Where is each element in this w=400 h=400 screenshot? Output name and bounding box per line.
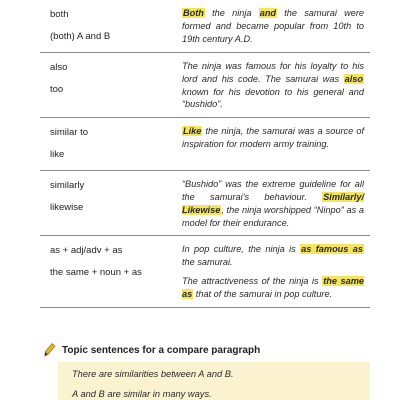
table-row [40,118,370,171]
sentence-text: the samurai. [182,257,233,268]
linking-phrase: like [50,149,65,161]
highlighted-phrase: Like [183,126,202,137]
example-cell [172,118,370,171]
highlighted-phrase: as famous as [301,244,363,255]
topic-heading-text: Topic sentences for a compare paragraph [62,344,261,356]
example-cell [172,171,370,236]
phrase-cell [40,236,172,307]
example-sentence [182,125,364,151]
example-sentence [182,60,364,111]
topic-sentence: A and B are similar in many ways. [72,389,212,399]
sentence-text: The attractiveness of the ninja is [182,275,323,286]
highlighted-phrase: the same as [182,275,364,299]
linking-phrase: also [50,62,68,73]
highlighted-phrase: Similarly/ Likewise [182,191,364,215]
phrase-cell [40,171,172,236]
example-cell [172,236,370,307]
sentence-text: “Bushido” was the extreme guideline for all the samurai’s behaviour. [182,179,364,202]
topic-heading [44,343,260,357]
highlighted-phrase: and [259,8,277,18]
linking-phrase: as + adj/adv + as [50,245,123,257]
linking-phrase: too [50,84,64,95]
example-cell [172,53,370,118]
table-row [40,0,370,53]
example-sentence [182,178,364,229]
topic-sentence: There are similarities between A and B. [72,369,234,379]
highlighted-phrase: Both [183,8,204,18]
linking-phrase: likewise [50,202,84,214]
phrase-cell [40,53,172,118]
sentence-text: the ninja [204,8,259,18]
table-row [40,53,370,118]
sentence-text: the ninja, the samurai was a source of inspiration for modern army training. [182,126,364,149]
sentence-text: The ninja was famous for his loyalty to his lord and his code. The samurai was [182,61,364,84]
example-sentence [182,275,364,301]
comparison-table-body [40,0,370,307]
example-sentence [182,7,364,45]
linking-phrase: similarly [50,180,85,192]
table-row [40,236,370,307]
comparison-table [40,0,370,308]
sentence-text: known for his devotion to his general and “bushido”. [182,86,364,110]
sentence-text: , the ninja worshipped “Ninpo” as a model for their endurance. [182,204,364,228]
pencil-icon [44,343,56,357]
linking-phrase: the same + noun + as [50,267,142,279]
topic-sentences-box [58,362,370,400]
example-sentence [182,243,364,269]
linking-phrase: (both) A and B [50,31,111,42]
example-cell [172,0,370,53]
phrase-cell [40,118,172,171]
sentence-text: the samurai were formed and became popular from 10th to 19th century A.D. [182,8,364,44]
linking-phrase: similar to [50,127,89,139]
sentence-text: that of the samurai in pop culture. [193,288,333,299]
sentence-text: In pop culture, the ninja is [182,244,301,255]
linking-phrase: both [50,9,69,20]
highlighted-phrase: also [344,73,363,84]
phrase-cell [40,0,172,53]
table-row [40,171,370,236]
